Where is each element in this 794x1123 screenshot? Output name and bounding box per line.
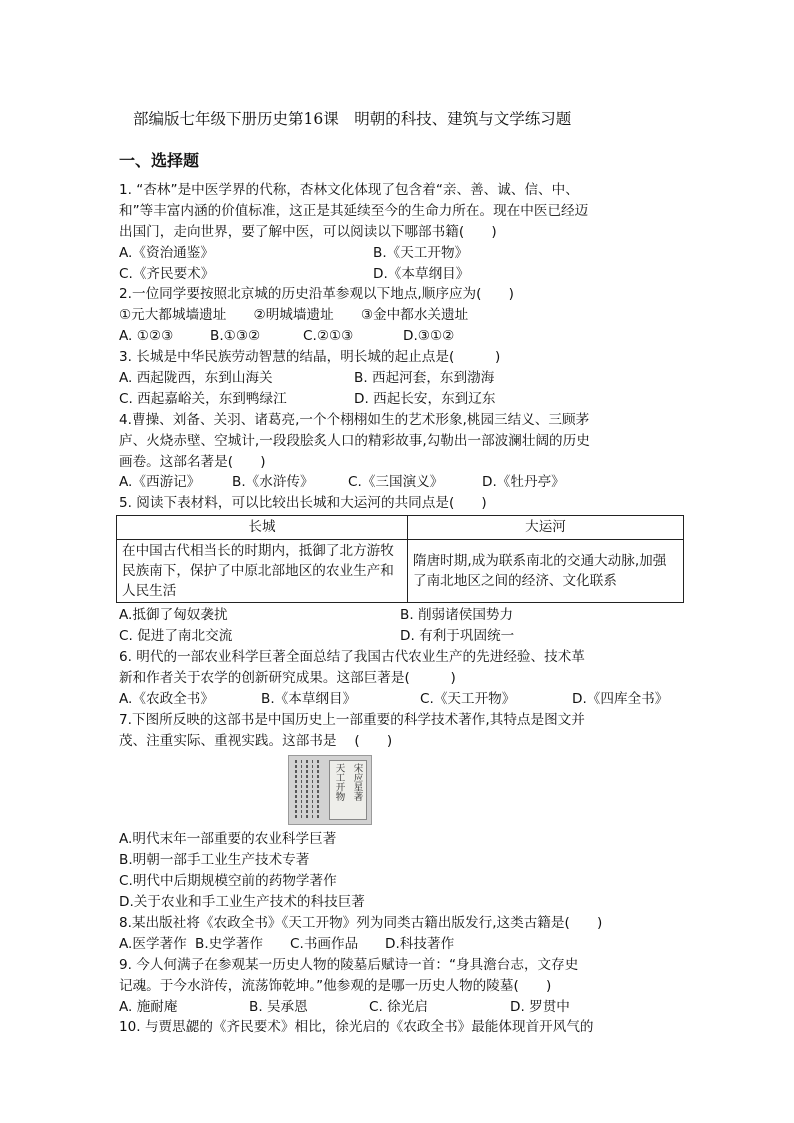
- question-text: 9. 今人何满子在参观某一历史人物的陵墓后赋诗一首：“身具澹台志，文存史: [119, 956, 579, 973]
- question-text: 10. 与贾思勰的《齐民要术》相比，徐光启的《农政全书》最能体现首开风气的: [119, 1019, 594, 1036]
- question-5: [119, 493, 689, 647]
- question-4: [119, 410, 689, 494]
- question-text: 记魂。于今水浒传，流荡饰乾坤。”他参观的是哪一历史人物的陵墓( ): [119, 977, 552, 994]
- option-d: D.科技著作: [385, 935, 455, 952]
- option-c: C. 徐光启: [369, 998, 428, 1015]
- question-9: [119, 955, 689, 1018]
- question-list: [119, 180, 689, 1038]
- option-a: A.抵御了匈奴袭扰: [119, 607, 228, 624]
- option-d: D. 西起长安，东到辽东: [354, 390, 496, 407]
- question-text: 和”等丰富内涵的价值标准，这正是其延续至今的生命力所在。现在中医已经迈: [119, 202, 589, 219]
- page-title: 部编版七年级下册历史第16课 明朝的科技、建筑与文学练习题: [133, 110, 572, 128]
- question-6: [119, 647, 689, 710]
- question-text: 7.下图所反映的这部书是中国历史上一部重要的科学技术著作,其特点是图文并: [119, 711, 585, 728]
- option-d: D.《本草纲目》: [373, 265, 470, 282]
- comparison-table: [116, 515, 684, 603]
- question-3: [119, 347, 689, 410]
- option-a: A.《资治通鉴》: [119, 244, 214, 261]
- question-text: 茂、注重实际、重视实践。这部书是 ( ): [119, 732, 393, 749]
- option-a: A.《西游记》: [119, 474, 201, 491]
- option-c: C. 西起嘉峪关，东到鸭绿江: [119, 390, 287, 407]
- table-header: 大运河: [408, 516, 684, 540]
- question-text: 8.某出版社将《农政全书》《天工开物》列为同类古籍出版发行,这类古籍是( ): [119, 914, 603, 931]
- question-text: 庐、火烧赤壁、空城计,一段段脍炙人口的精彩故事,勾勒出一部波澜壮阔的历史: [119, 432, 590, 449]
- question-text: 出国门，走向世界，要了解中医，可以阅读以下哪部书籍( ): [119, 223, 497, 240]
- question-text: 2.一位同学要按照北京城的历史沿革参观以下地点,顺序应为( ): [119, 286, 514, 303]
- option-a: A. 施耐庵: [119, 998, 178, 1015]
- option-a: A.医学著作: [119, 935, 187, 952]
- option-c: C.《齐民要术》: [119, 265, 215, 282]
- option-a: A.《农政全书》: [119, 690, 214, 707]
- cover-author: 应星: [351, 772, 363, 792]
- cover-title: 天工开物: [333, 763, 345, 802]
- option-b: B.《水浒传》: [232, 474, 314, 491]
- option-b: B.《本草纲目》: [261, 690, 357, 707]
- option-d: D. 有利于巩固统一: [400, 628, 515, 645]
- table-cell: 隋唐时期,成为联系南北的交通大动脉,加强了南北地区之间的经济、文化联系: [408, 540, 684, 603]
- option-b: B. 削弱诸侯国势力: [400, 607, 514, 624]
- question-text: 画卷。这部名著是( ): [119, 453, 266, 470]
- option-b: B. 西起河套，东到渤海: [354, 370, 495, 387]
- option-c: C.明代中后期规模空前的药物学著作: [119, 873, 337, 890]
- option-b: B. 吴承恩: [249, 998, 308, 1015]
- option-b: B.史学著作: [195, 935, 264, 952]
- question-text: 1. “杏林”是中医学界的代称，杏林文化体现了包含着“亲、善、诚、信、中、: [119, 182, 579, 198]
- section-heading: 一、选择题: [119, 151, 200, 170]
- option-b: B.①③②: [210, 328, 261, 345]
- option-d: D.《牡丹亭》: [482, 474, 565, 491]
- question-1: [119, 180, 689, 284]
- option-b: B.《天工开物》: [373, 244, 469, 261]
- question-text: 6. 明代的一部农业科学巨著全面总结了我国古代农业生产的先进经验、技术革: [119, 648, 585, 665]
- question-text: 4.曹操、刘备、关羽、诸葛亮,一个个栩栩如生的艺术形象,桃园三结义、三顾茅: [119, 411, 590, 428]
- cover-author: 宋: [351, 763, 363, 773]
- option-c: C. 促进了南北交流: [119, 628, 233, 645]
- page-text-lines: [293, 760, 321, 820]
- option-a: A.明代末年一部重要的农业科学巨著: [119, 831, 337, 848]
- option-c: C.《天工开物》: [420, 690, 516, 707]
- option-d: D.关于农业和手工业生产技术的科技巨著: [119, 894, 365, 911]
- question-text: ①元大都城墙遗址 ②明城墙遗址 ③金中都水关遗址: [119, 307, 469, 324]
- option-c: C.《三国演义》: [348, 474, 444, 491]
- book-cover-image: [288, 755, 372, 825]
- question-10: [119, 1017, 689, 1038]
- option-a: A. ①②③: [119, 328, 174, 345]
- question-text: 新和作者关于农学的创新研究成果。这部巨著是( ): [119, 669, 456, 686]
- option-d: D. 罗贯中: [510, 998, 570, 1015]
- option-b: B.明朝一部手工业生产技术专著: [119, 852, 310, 869]
- option-d: D.③①②: [403, 328, 455, 345]
- question-2: [119, 284, 689, 347]
- question-text: 3. 长城是中华民族劳动智慧的结晶，明长城的起止点是( ): [119, 349, 501, 366]
- question-7: [119, 710, 689, 913]
- question-text: 5. 阅读下表材料，可以比较出长城和大运河的共同点是( ): [119, 495, 487, 512]
- book-cover-label: [329, 760, 367, 820]
- option-c: C.②①③: [303, 328, 354, 345]
- question-8: [119, 913, 689, 955]
- option-a: A. 西起陇西，东到山海关: [119, 370, 273, 387]
- option-d: D.《四库全书》: [572, 690, 669, 707]
- table-header: 长城: [117, 516, 408, 540]
- option-c: C.书画作品: [290, 935, 359, 952]
- table-cell: 在中国古代相当长的时期内，抵御了北方游牧民族南下，保护了中原北部地区的农业生产和人民生活: [117, 540, 408, 603]
- cover-author-suffix: 著: [351, 791, 363, 802]
